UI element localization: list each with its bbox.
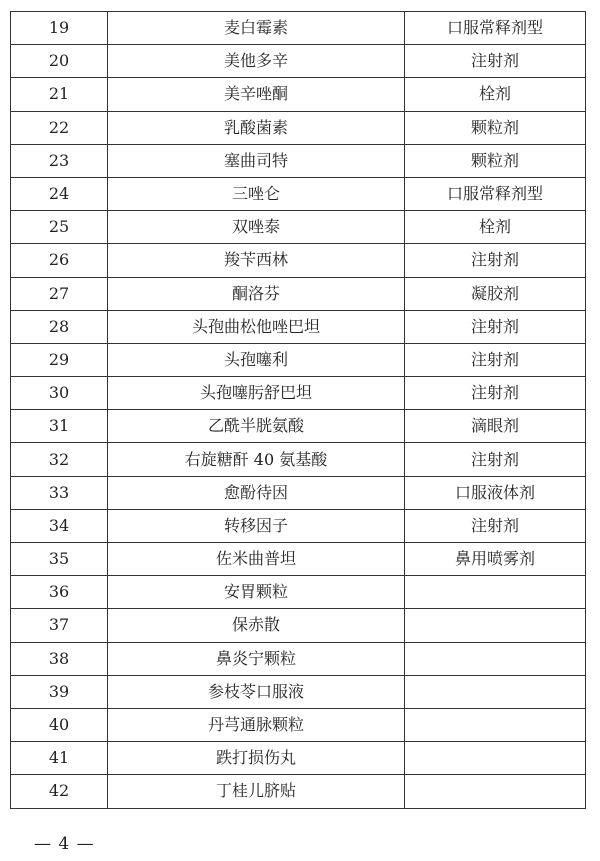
dosage-form-cell: 栓剂: [405, 211, 586, 244]
dosage-form-cell: [405, 708, 586, 741]
drug-table-body: [11, 12, 586, 809]
row-number-cell: 34: [11, 509, 108, 542]
drug-name-cell: 转移因子: [108, 509, 405, 542]
table-row: [11, 642, 586, 675]
drug-name-cell: 麦白霉素: [108, 12, 405, 45]
row-number-cell: 21: [11, 78, 108, 111]
dosage-form-cell: 注射剂: [405, 310, 586, 343]
table-row: [11, 343, 586, 376]
table-row: [11, 111, 586, 144]
table-row: [11, 543, 586, 576]
row-number-cell: 37: [11, 609, 108, 642]
dosage-form-cell: 鼻用喷雾剂: [405, 543, 586, 576]
table-row: [11, 476, 586, 509]
drug-name-cell: 乳酸菌素: [108, 111, 405, 144]
row-number-cell: 24: [11, 177, 108, 210]
table-row: [11, 609, 586, 642]
drug-name-cell: 美他多辛: [108, 45, 405, 78]
row-number-cell: 40: [11, 708, 108, 741]
table-row: [11, 576, 586, 609]
row-number-cell: 39: [11, 675, 108, 708]
dosage-form-cell: 注射剂: [405, 45, 586, 78]
drug-table: [10, 11, 586, 809]
row-number-cell: 41: [11, 742, 108, 775]
drug-name-cell: 三唑仑: [108, 177, 405, 210]
drug-name-cell: 美辛唑酮: [108, 78, 405, 111]
row-number-cell: 42: [11, 775, 108, 808]
dosage-form-cell: 注射剂: [405, 244, 586, 277]
dosage-form-cell: [405, 775, 586, 808]
dosage-form-cell: [405, 642, 586, 675]
table-row: [11, 12, 586, 45]
dosage-form-cell: 凝胶剂: [405, 277, 586, 310]
row-number-cell: 27: [11, 277, 108, 310]
drug-name-cell: 丁桂儿脐贴: [108, 775, 405, 808]
row-number-cell: 30: [11, 377, 108, 410]
dosage-form-cell: 注射剂: [405, 443, 586, 476]
dosage-form-cell: [405, 742, 586, 775]
table-row: [11, 177, 586, 210]
dosage-form-cell: 颗粒剂: [405, 144, 586, 177]
row-number-cell: 31: [11, 410, 108, 443]
drug-name-cell: 安胃颗粒: [108, 576, 405, 609]
drug-name-cell: 双唑泰: [108, 211, 405, 244]
drug-name-cell: 保赤散: [108, 609, 405, 642]
dosage-form-cell: 口服常释剂型: [405, 177, 586, 210]
dosage-form-cell: [405, 609, 586, 642]
table-row: [11, 377, 586, 410]
table-row: [11, 742, 586, 775]
dosage-form-cell: 注射剂: [405, 343, 586, 376]
table-row: [11, 708, 586, 741]
drug-name-cell: 跌打损伤丸: [108, 742, 405, 775]
row-number-cell: 19: [11, 12, 108, 45]
page-number: — 4 —: [34, 834, 95, 854]
dosage-form-cell: 口服液体剂: [405, 476, 586, 509]
dosage-form-cell: 注射剂: [405, 509, 586, 542]
row-number-cell: 22: [11, 111, 108, 144]
row-number-cell: 32: [11, 443, 108, 476]
table-row: [11, 277, 586, 310]
row-number-cell: 35: [11, 543, 108, 576]
drug-name-cell: 佐米曲普坦: [108, 543, 405, 576]
table-row: [11, 675, 586, 708]
row-number-cell: 20: [11, 45, 108, 78]
dosage-form-cell: [405, 675, 586, 708]
row-number-cell: 26: [11, 244, 108, 277]
dosage-form-cell: 栓剂: [405, 78, 586, 111]
table-row: [11, 78, 586, 111]
row-number-cell: 33: [11, 476, 108, 509]
table-row: [11, 310, 586, 343]
drug-name-cell: 塞曲司特: [108, 144, 405, 177]
dosage-form-cell: 口服常释剂型: [405, 12, 586, 45]
row-number-cell: 36: [11, 576, 108, 609]
drug-name-cell: 头孢噻肟舒巴坦: [108, 377, 405, 410]
dosage-form-cell: 颗粒剂: [405, 111, 586, 144]
table-row: [11, 211, 586, 244]
drug-name-cell: 右旋糖酐 40 氨基酸: [108, 443, 405, 476]
row-number-cell: 23: [11, 144, 108, 177]
table-row: [11, 244, 586, 277]
drug-name-cell: 丹芎通脉颗粒: [108, 708, 405, 741]
row-number-cell: 25: [11, 211, 108, 244]
table-row: [11, 45, 586, 78]
table-row: [11, 775, 586, 808]
drug-name-cell: 参枝苓口服液: [108, 675, 405, 708]
drug-name-cell: 乙酰半胱氨酸: [108, 410, 405, 443]
row-number-cell: 29: [11, 343, 108, 376]
drug-name-cell: 酮洛芬: [108, 277, 405, 310]
dosage-form-cell: 滴眼剂: [405, 410, 586, 443]
table-row: [11, 144, 586, 177]
dosage-form-cell: 注射剂: [405, 377, 586, 410]
drug-name-cell: 愈酚待因: [108, 476, 405, 509]
drug-name-cell: 鼻炎宁颗粒: [108, 642, 405, 675]
drug-name-cell: 羧苄西林: [108, 244, 405, 277]
row-number-cell: 38: [11, 642, 108, 675]
table-row: [11, 410, 586, 443]
drug-name-cell: 头孢噻利: [108, 343, 405, 376]
table-row: [11, 509, 586, 542]
table-row: [11, 443, 586, 476]
row-number-cell: 28: [11, 310, 108, 343]
drug-name-cell: 头孢曲松他唑巴坦: [108, 310, 405, 343]
dosage-form-cell: [405, 576, 586, 609]
